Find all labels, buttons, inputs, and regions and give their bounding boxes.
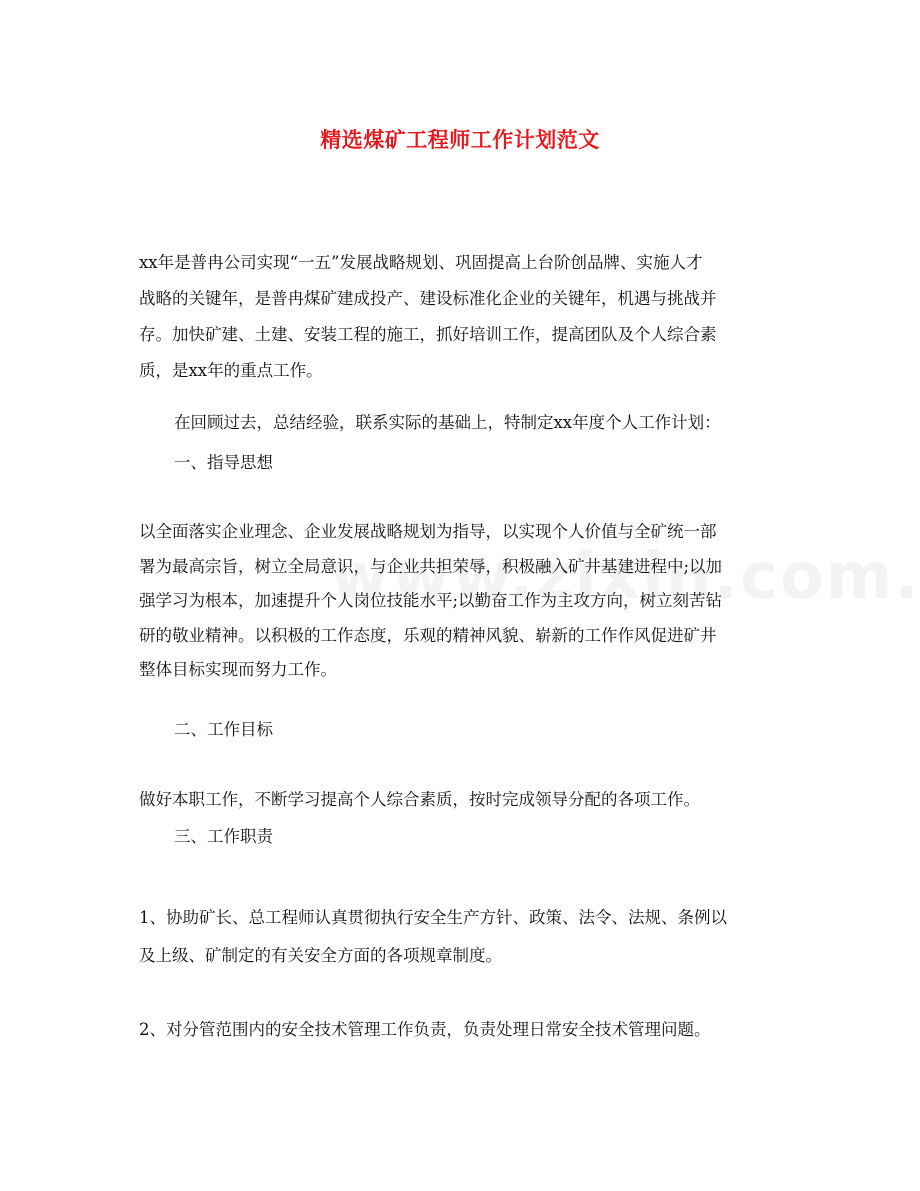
intro-paragraph [139,245,784,389]
lead-paragraph [174,409,784,437]
section-heading-text: 一、指导思想 [174,453,273,472]
duty1-line: 1、协助矿长、总工程师认真贯彻执行安全生产方针、政策、法令、法规、条例以 [139,908,727,927]
section1-line: 以全面落实企业理念、企业发展战略规划为指导，以实现个人价值与全矿统一部 [139,522,717,541]
document-title: 精选煤矿工程师工作计划范文 [320,127,600,152]
intro-line: 质，是xx年的重点工作。 [139,361,323,380]
section-heading-work-duties [174,823,784,851]
section1-line: 整体目标实现而努力工作。 [139,660,337,679]
section1-line: 署为最高宗旨，树立全局意识，与企业共担荣辱，积极融入矿井基建进程中;以加 [139,556,723,576]
duty2-paragraph [139,1016,784,1044]
section1-line: 研的敬业精神。以积极的工作态度，乐观的精神风貌、崭新的工作作风促进矿井 [139,625,717,645]
section-heading-guiding-thought [174,449,784,477]
duty1-paragraph [139,899,784,975]
duty2-line: 2、对分管范围内的安全技术管理工作负责，负责处理日常安全技术管理问题。 [139,1020,711,1039]
section-heading-work-goals [174,716,784,744]
section2-paragraph [139,786,784,814]
intro-line: xx年是普冉公司实现“一五”发展战略规划、巩固提高上台阶创品牌、实施人才 [139,253,703,272]
intro-line: 战略的关键年，是普冉煤矿建成投产、建设标准化企业的关键年，机遇与挑战并 [139,289,717,308]
section2-line: 做好本职工作，不断学习提高个人综合素质，按时完成领导分配的各项工作。 [139,790,700,809]
section1-paragraph [139,515,784,688]
section1-line: 强学习为根本，加速提升个人岗位技能水平;以勤奋工作为主攻方向，树立刻苦钻 [139,591,723,610]
section-heading-text: 二、工作目标 [174,720,273,739]
section-heading-text: 三、工作职责 [174,827,273,846]
lead-line: 在回顾过去，总结经验，联系实际的基础上，特制定xx年度个人工作计划： [174,413,721,432]
intro-line: 存。加快矿建、土建、安装工程的施工，抓好培训工作，提高团队及个人综合素 [139,325,717,344]
duty1-line: 及上级、矿制定的有关安全方面的各项规章制度。 [139,946,502,965]
